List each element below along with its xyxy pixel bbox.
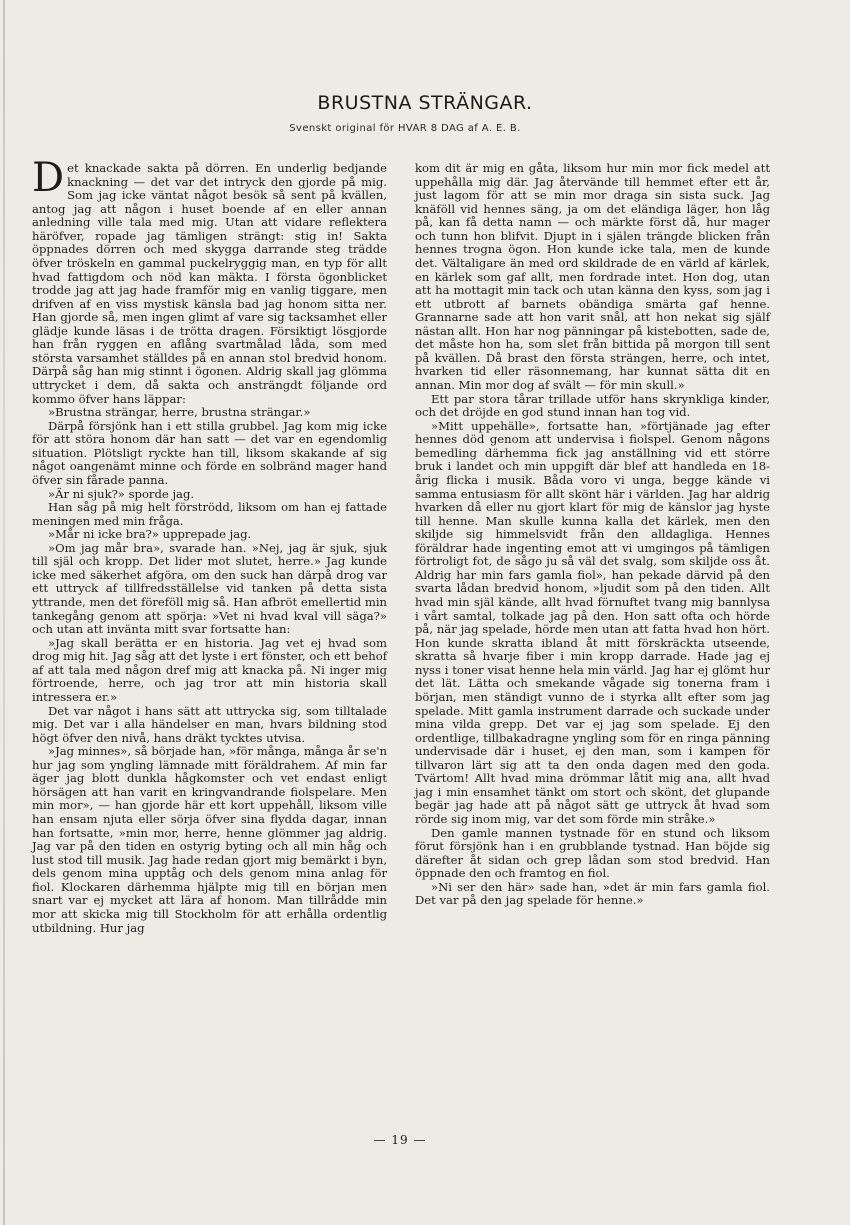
drop-cap: D [32, 155, 65, 201]
paragraph: »Är ni sjuk?» sporde jag. [48, 486, 195, 501]
article-subtitle: Svenskt original för HVAR 8 DAG af A. E. B. [289, 123, 521, 134]
paragraph-text: et knackade sakta på dörren. En underlig bedjande knackning — det var det intryck den gjorde på mig. Som jag icke väntat något besök så sent på kvällen, antog jag att någon i huset boende af en eller annan anledning ville tala med mig. Utan att vidare reflektera häröfver, ropade jag tämligen strängt: stig in! Sakta öppnades dörren och med skygga darrande steg trädde öfver tröskeln en gammal puckelryggig man, en typ för allt hvad fattigdom och nöd kan mäkta. I första ögonblicket trodde jag att jag hade framför mig en vanlig tiggare, men drifven af en viss mystisk känsla bad jag honom sitta ner. Han gjorde så, men ingen glimt af vare sig tacksamhet eller glädje kunde läsas i de trötta dragen. Försiktigt lösgjorde han från ryggen en aflång svartmålad låda, som med största varsamhet ställdes på en annan stol bredvid honom. Därpå såg han mig stinnt i ögonen. Aldrig skall jag glömma uttrycket i dem, då sakta och ansträngdt följande ord kommo öfver hans läppar: [32, 161, 387, 406]
paragraph: kom dit är mig en gåta, liksom hur min mor fick medel att uppehålla mig där. Jag återvände till hemmet efter ett år, just lagom för att se min mor draga sin sista suck. Jag knäföll vid hennes säng, ja om det eländiga läger, hon låg på, kan få detta namn — och märkte först då, hur mager och tunn hon blifvit. Djupt in i själen trängde blicken från hennes trogna ögon. Hon kunde icke tala, men de kunde det. Vältaligare än med ord skildrade de en värld af kärlek, en kärlek som gaf allt, men fordrade intet. Hon dog, utan att ha mottagit min tack och utan känna den kyss, som jag i ett utbrott af barnets obändiga smärta gaf henne. Grannarne sade att hon varit snål, att hon nekat sig själf nästan allt. Hon har nog pänningar på kistebotten, sade de, det måste hon ha, som slet från bittida på morgon till sent på kvällen. Då brast den första strängen, herre, och intet, hvarken tid eller räsonnemang, har kunnat sätta dit en annan. Min mor dog af svält — för min skull.» [415, 161, 770, 392]
article-title: BRUSTNA STRÄNGAR. [317, 92, 533, 114]
paragraph: Därpå försjönk han i ett stilla grubbel. Jag kom mig icke för att störa honom där han satt — det var en egendomlig situation. Plötsligt ryckte han till, liksom skakande af sig något oangenämt minne och förde en solbränd mager hand öfver sin fårade panna. [32, 418, 387, 487]
paragraph: »Ni ser den här» sade han, »det är min fars gamla fiol. Det var på den jag spelade för henne.» [415, 879, 770, 908]
paragraph: Den gamle mannen tystnade för en stund och liksom förut försjönk han i en grubblande tystnad. Han böjde sig därefter åt sidan och grep lådan som stod bredvid. Han öppnade den och framtog en fiol. [415, 825, 770, 881]
paragraph: »Om jag mår bra», svarade han. »Nej, jag är sjuk, sjuk till själ och kropp. Det lider mot slutet, herre.» Jag kunde icke med säkerhet afgöra, om den suck han därpå drog var ett uttryck af tillfredsställelse vid tanken på detta sista yttrande, men det föreföll mig så. Han afbröt emellertid min tankegång genom att spörja: »Vet ni hvad kval vill säga?» och utan att invänta mitt svar fortsatte han: [32, 540, 388, 637]
paragraph: »Mitt uppehälle», fortsatte han, »förtjänade jag efter hennes död genom att undervisa i fiolspel. Genom någons bemedling därhemma fick jag anställning vid ett större bruk i landet och min uppgift där blef att handleda en 18-årig flicka i musik. Båda voro vi unga, begge kände vi samma entusiasm för allt skönt här i världen. Jag har aldrig hvarken då eller nu gjort klart för mig de känslor jag hyste till henne. Man skulle kunna kalla det kärlek, men den skiljde sig himmelsvidt från den alldagliga. Hennes föräldrar hade ingenting emot att vi umgingos på tämligen förtroligt fot, de sågo ju så väl det svalg, som skiljde oss åt. Aldrig har min fars gamla fiol», han pekade därvid på den svarta lådan bredvid honom, »ljudit som på den tiden. Allt hvad min själ kände, allt hvad förnuftet tvang mig bannlysa i vårt samtal, tolkade jag på den. Hon satt ofta och hörde på, när jag spelade, hörde men utan att fatta hvad hon hört. Hon kunde skratta ibland åt mitt förskräckta utseende, skratta så hvarje fiber i min kropp darrade. Hade jag ej nyss i toner visat henne hela min värld. Jag har ej glömt hur det lät. Lätta och smekande vågade sig tonerna fram i början, men ständigt vunno de i styrka allt efter som jag spelade. Mitt gamla instrument darrade och suckade under mina vilda grepp. Det var ej jag som spelade. Ej den ordentlige, tillbakadragne yngling som för en ringa pänning undervisade där i huset, ej den man, som i kampen för tillvaron lärt sig att ta den onda dagen med den goda. Tvärtom! Allt hvad mina drömmar låtit mig ana, allt hvad jag i min ensamhet tänkt om stort och skönt, det glupande begär jag hade att på något sätt ge uttryck åt hvad som rörde sig inom mig, var det som förde min stråke.» [415, 418, 770, 826]
right-column [415, 162, 770, 908]
paragraph: Han såg på mig helt förströdd, liksom om han ej fattade meningen med min fråga. [32, 500, 387, 528]
paragraph: »Brustna strängar, herre, brustna strängar.» [48, 405, 311, 420]
paragraph: »Jag minnes», så började han, »för många, många år se'n hur jag som yngling lämnade mitt föräldrahem. Af min far äger jag blott dunkla hågkomster och vet endast enligt hörsägen att han varit en kringvandrande fiolspelare. Men min mor», — han gjorde här ett kort uppehåll, liksom ville han ensam njuta eller sörja öfver sina flydda dagar, innan han fortsatte, »min mor, herre, henne glömmer jag aldrig. Jag var på den tiden en ostyrig byting och all min håg och lust stod till musik. Jag hade redan gjort mig bemärkt i byn, dels genom mina upptåg och dels genom mina anlag för fiol. Klockaren därhemma hjälpte mig till en början men snart var ej mycket att lära af honom. Man tillrådde min mor att skicka mig till Stockholm för att erhålla ordentlig utbildning. Hur jag [32, 744, 387, 935]
paragraph: »Mår ni icke bra?» upprepade jag. [48, 527, 252, 542]
paragraph: Det var något i hans sätt att uttrycka sig, som tilltalade mig. Det var i alla händelser en man, hvars bildning stod högt öfver den nivå, hans dräkt tycktes utvisa. [32, 703, 387, 745]
paragraph: »Jag skall berätta er en historia. Jag vet ej hvad som drog mig hit. Jag såg att det lyste i ert fönster, och ett behof af att tala med någon dref mig att knacka på. Ni inger mig förtroende, herre, och jag tror att min historia skall intressera er.» [32, 635, 387, 704]
paragraph: Ett par stora tårar trillade utför hans skrynkliga kinder, och det dröjde en god stund innan han tog vid. [415, 391, 770, 420]
page-number: — 19 — [373, 1133, 427, 1147]
left-column [32, 155, 388, 935]
paragraph [32, 155, 387, 406]
page-edge-line [3, 0, 5, 1225]
